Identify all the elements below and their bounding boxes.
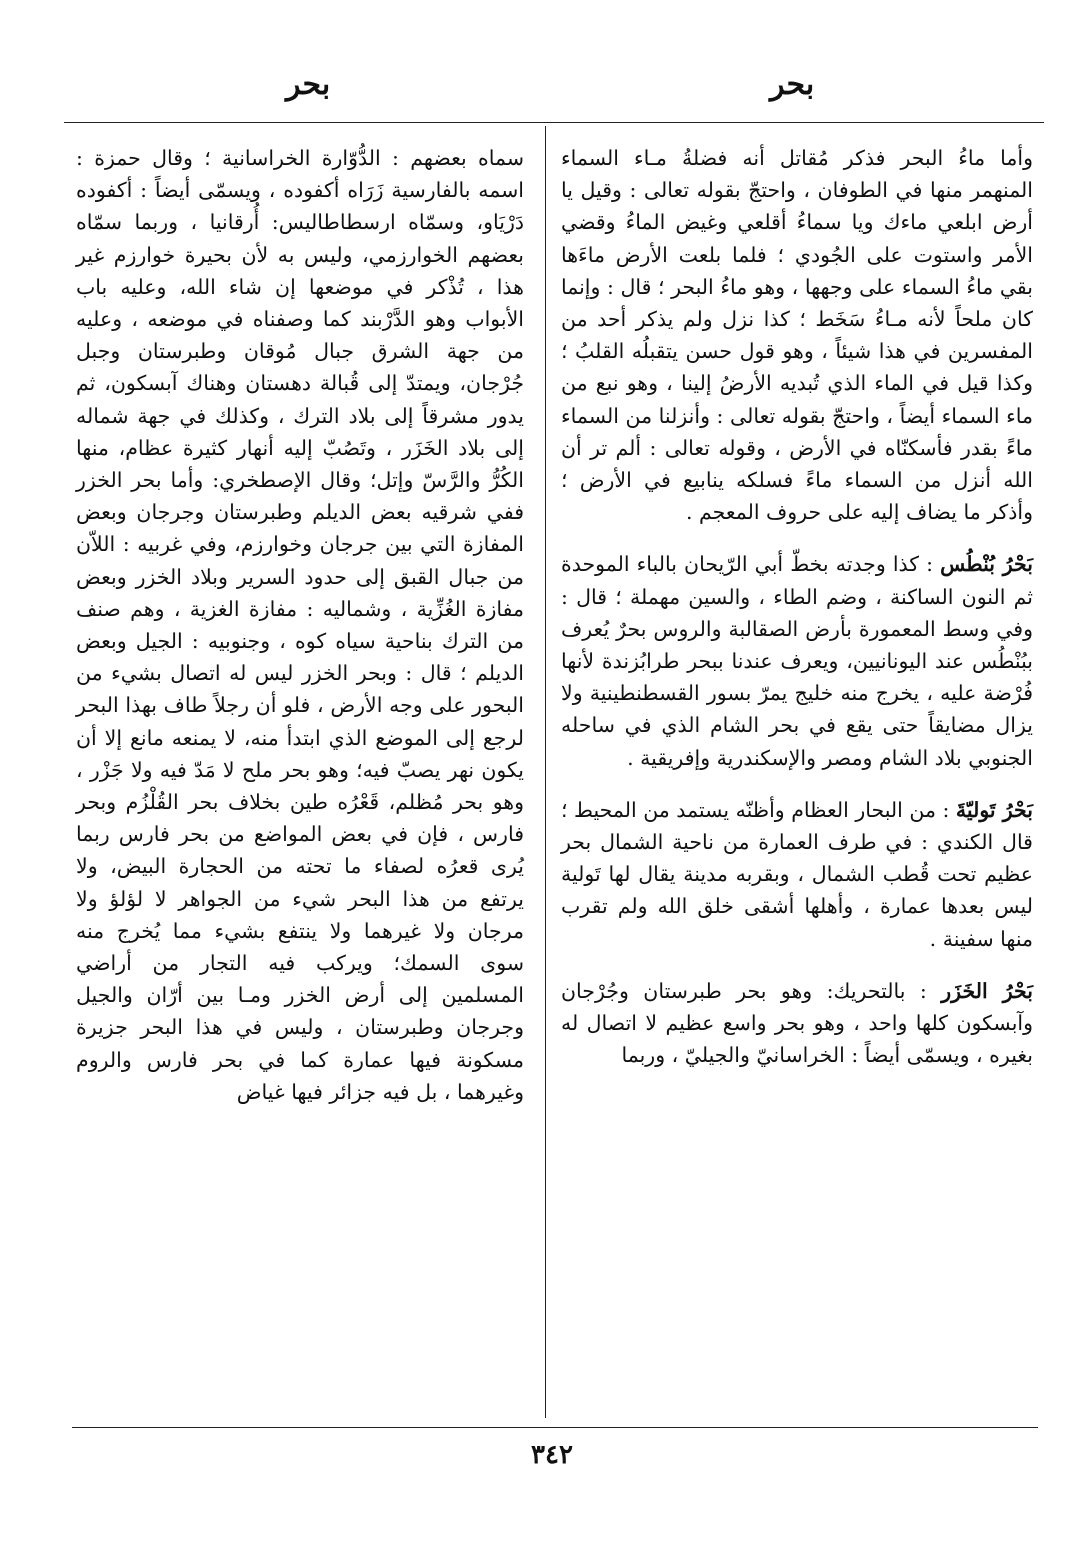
entry-term: بَحْرُ تَوليّةَ (955, 797, 1033, 822)
entry-term: بَحْرُ بُنْطُس (940, 552, 1033, 577)
footer-rule (72, 1427, 1038, 1428)
page-number: ٣٤٢ (531, 1440, 573, 1470)
entry-text: : بالتحريك: وهو بحر طبرستان وجُرْجان وآبسكون كلها واحد ، وهو بحر واسع عظيم لا اتصال له بغيره ، ويسمّى أيضاً : الخراسانيّ والجيليّ ، وربما (561, 978, 1033, 1068)
header-rule (64, 122, 1044, 123)
entry-text: : من البحار العظام وأظنّه يستمد من المحيط ؛ قال الكندي : في طرف العمارة من ناحية الشمال بحر عظيم تحت قُطب الشمال ، وبقربه مدينة يقال لها تَولية ليس بعدها عمارة ، وأهلها أشقى خلق الله ولم تقرب منها سفينة . (560, 797, 1033, 951)
entry-bahr-al-khazar (561, 975, 1033, 1072)
running-head-left: بحر (286, 67, 331, 102)
left-column (76, 142, 524, 1108)
entry-text: : كذا وجدته بخطّ أبي الرّيحان بالباء الموحدة ثم النون الساكنة ، وضم الطاء ، والسين مهملة ؛ قال : وفي وسط المعمورة بأرض الصقالبة والروس بحرٌ يُعرف ببُنْطُس عند اليونانيين، ويعرف عندنا ببحر طرابُزندة لأنها فُرْضة عليه ، يخرج منه خليج يمرّ بسور القسطنطينية ولا يزال مضايقاً حتى يقع في بحر الشام الذي في ساحله الجنوبي بلاد الشام ومصر والإسكندرية وإفريقية . (561, 552, 1033, 770)
paragraph-sea-water: وأما ماءُ البحر فذكر مُقاتل أنه فضلةُ مـاء السماء المنهمر منها في الطوفان ، واحتجّ بقوله تعالى : وقيل يا أرض ابلعي ماءك ويا سماءُ أقلعي وغيض الماءُ وقضي الأمر واستوت على الجُودي ؛ فلما بلعت الأرض ماءَها بقي ماءُ السماء على وجهها ، وهو ماءُ البحر ؛ قال : وإنما كان ملحاً لأنه مـاءُ سَخَط ؛ كذا نزل ولم يذكر أحد من المفسرين في هذا شيئاً ، وهو قول حسن يتقبلُه القلبُ ؛ وكذا قيل في الماء الذي تُبديه الأرضُ إلينا ، وهو نبع من ماء السماء أيضاً ، واحتجّ بقوله تعالى : وأنزلنا من السماء ماءً بقدر فأسكنّاه في الأرض ، وقوله تعالى : ألم تر أن الله أنزل من السماء ماءً فسلكه ينابيع في الأرض ؛ وأذكر ما يضاف إليه على حروف المعجم . (561, 146, 1033, 525)
column-divider (545, 126, 546, 1418)
entry-bahr-buntus (561, 548, 1033, 773)
paragraph-khazar-continued: سماه بعضهم : الدُّوّارة الخراسانية ؛ وقال حمزة : اسمه بالفارسية زَرَاه أكفوده ، ويسمّى أيضاً : أكفوده دَرْيَاو، وسمّاه ارسطاطاليس: أُرقانيا ، وربما سمّاه بعضهم الخوارزمي، وليس به لأن بحيرة خوارزم غير هذا ، تُذْكر في موضعها إن شاء الله، وعليه باب الأبواب وهو الدَّرْبند كما وصفناه في موضعه ، وعليه من جهة الشرق جبال مُوقان وطبرستان وجبل جُرْجان، ويمتدّ إلى قُبالة دهستان وهناك آبسكون، ثم يدور مشرقاً إلى بلاد الترك ، وكذلك في جهة شماله إلى بلاد الخَزَر ، وتَصُبّ إليه أنهار كثيرة عظام، منها الكُرُّ والرَّسّ وإتل؛ وقال الإصطخري: وأما بحر الخزر ففي شرقيه بعض الديلم وطبرستان وجرجان وبعض المفازة التي بين جرجان وخوارزم، وفي غربيه : اللاّن من جبال القبق إلى حدود السرير وبلاد الخزر وبعض مفازة الغُزِّية ، وشماليه : مفازة الغزية ، وهم صنف من الترك بناحية سياه كوه ، وجنوبيه : الجيل وبعض الديلم ؛ قال : وبحر الخزر ليس له اتصال بشيء من البحور على وجه الأرض ، فلو أن رجلاً طاف بهذا البحر لرجع إلى الموضع الذي ابتدأ منه، لا يمنعه مانع إلا أن يكون نهر يصبّ فيه؛ وهو بحر ملح لا مَدّ فيه ولا جَزْر ، وهو بحر مُظلم، قَعْرُه طين بخلاف بحر القُلْزُم وبحر فارس ، فإن في بعض المواضع من بحر فارس ربما يُرى قعرُه لصفاء ما تحته من الحجارة البيض، ولا يرتفع من هذا البحر شيء من الجواهر لا لؤلؤ ولا مرجان ولا غيرهما ولا ينتفع بشيء مما يُخرج منه سوى السمك؛ ويركب فيه التجار من أراضي المسلمين إلى أرض الخزر ومـا بين أرّان والجيل وجرجان وطبرستان ، وليس في هذا البحر جزيرة مسكونة فيها عمارة كما في بحر فارس والروم وغيرهما ، بل فيه جزائر فيها غياض (76, 146, 524, 1104)
entry-bahr-tawliya (561, 794, 1033, 955)
right-column (561, 142, 1033, 1071)
entry-term: بَحْرُ الخَزَر (941, 978, 1033, 1003)
running-head-right: بحر (770, 67, 815, 102)
